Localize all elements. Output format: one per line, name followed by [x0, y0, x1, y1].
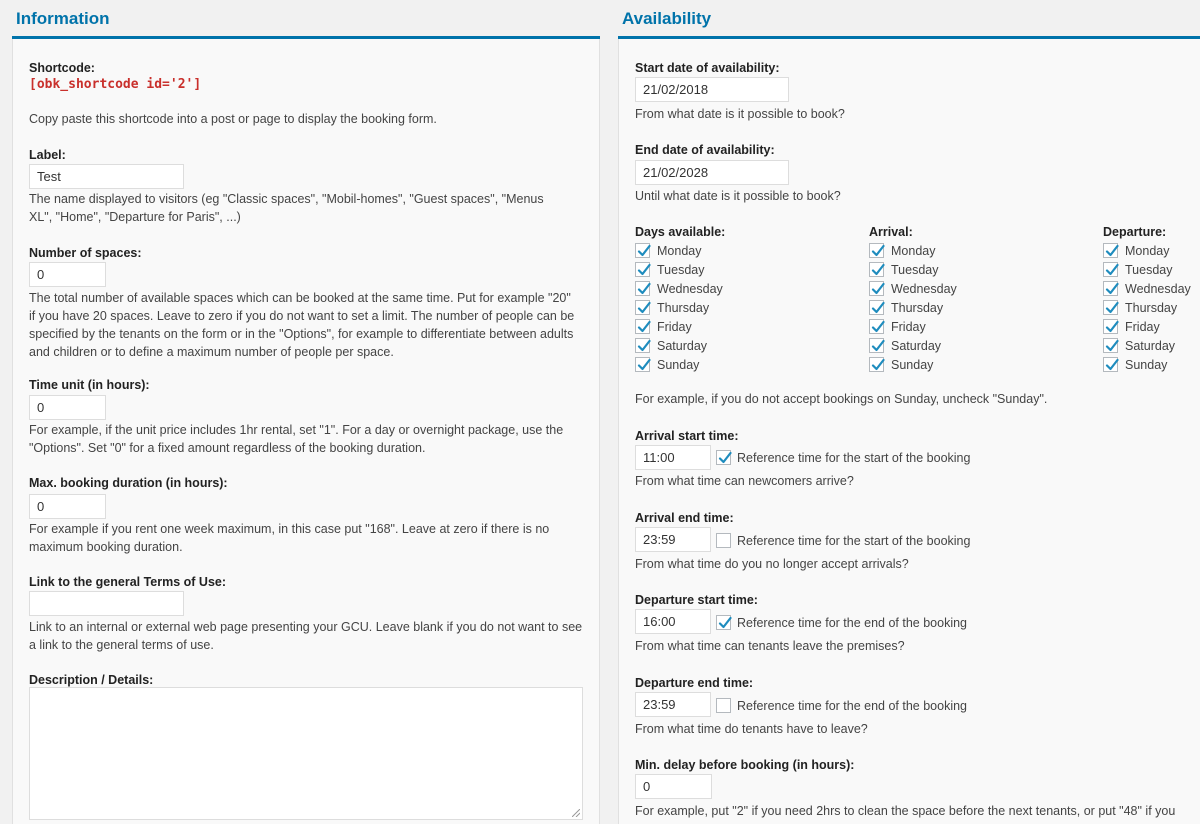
departure-end-input[interactable]: 23:59	[635, 692, 711, 717]
arrival-end-label: Arrival end time:	[635, 511, 734, 525]
arrival-end-ref-text: Reference time for the start of the booking	[737, 534, 971, 548]
checkmark-icon	[1105, 339, 1119, 353]
checkmark-icon	[718, 451, 732, 465]
arrival-days-label: Arrival:	[869, 225, 913, 239]
checkmark-icon	[637, 339, 651, 353]
terms-input[interactable]	[29, 591, 184, 616]
shortcode-value: [obk_shortcode id='2']	[29, 77, 202, 92]
checkmark-icon	[1105, 301, 1119, 315]
days-wednesday-checkbox[interactable]	[635, 281, 650, 296]
departure-end-help: From what time do tenants have to leave?	[635, 722, 868, 736]
time-unit-label: Time unit (in hours):	[29, 378, 150, 392]
days-wednesday-label: Wednesday	[657, 282, 723, 296]
shortcode-label: Shortcode:	[29, 61, 95, 75]
information-title: Information	[16, 9, 110, 28]
availability-title: Availability	[622, 9, 712, 28]
departure-start-help: From what time can tenants leave the premises?	[635, 639, 905, 653]
departure-thursday-label: Thursday	[1125, 301, 1178, 315]
checkmark-icon	[1105, 320, 1119, 334]
departure-days-label: Departure:	[1103, 225, 1167, 239]
spaces-label: Number of spaces:	[29, 246, 142, 260]
checkmark-icon	[637, 358, 651, 372]
days-thursday-checkbox[interactable]	[635, 300, 650, 315]
checkmark-icon	[871, 339, 885, 353]
end-date-input[interactable]: 21/02/2028	[635, 160, 789, 185]
days-tuesday-checkbox[interactable]	[635, 262, 650, 277]
arrival-friday-checkbox[interactable]	[869, 319, 884, 334]
start-date-input[interactable]: 21/02/2018	[635, 77, 789, 102]
spaces-input[interactable]: 0	[29, 262, 106, 287]
arrival-thursday-label: Thursday	[891, 301, 944, 315]
arrival-friday-label: Friday	[891, 320, 926, 334]
arrival-sunday-label: Sunday	[891, 358, 934, 372]
arrival-end-input[interactable]: 23:59	[635, 527, 711, 552]
checkmark-icon	[637, 301, 651, 315]
days-friday-label: Friday	[657, 320, 692, 334]
arrival-start-ref-text: Reference time for the start of the booking	[737, 451, 971, 465]
checkmark-icon	[871, 301, 885, 315]
description-label: Description / Details:	[29, 673, 154, 687]
label-input[interactable]: Test	[29, 164, 184, 189]
departure-friday-checkbox[interactable]	[1103, 319, 1118, 334]
days-saturday-checkbox[interactable]	[635, 338, 650, 353]
checkmark-icon	[871, 282, 885, 296]
max-duration-help: For example if you rent one week maximum, in this case put "168". Leave at zero if there is no maximum booking duration.	[29, 522, 550, 554]
days-monday-checkbox[interactable]	[635, 243, 650, 258]
terms-label: Link to the general Terms of Use:	[29, 575, 227, 589]
days-thursday-label: Thursday	[657, 301, 710, 315]
arrival-start-input[interactable]: 11:00	[635, 445, 711, 470]
departure-start-ref-text: Reference time for the end of the booking	[737, 616, 968, 630]
days-help: For example, if you do not accept bookings on Sunday, uncheck "Sunday".	[635, 392, 1048, 406]
max-duration-input[interactable]: 0	[29, 494, 106, 519]
departure-monday-label: Monday	[1125, 244, 1170, 258]
checkmark-icon	[637, 244, 651, 258]
departure-monday-checkbox[interactable]	[1103, 243, 1118, 258]
arrival-monday-checkbox[interactable]	[869, 243, 884, 258]
arrival-thursday-checkbox[interactable]	[869, 300, 884, 315]
spaces-help: The total number of available spaces which can be booked at the same time. Put for example "20" if you have 20 spaces. Leave to zero if you do not want to set a limit. The number of people can be specified by the tenants on the form or in the "Options", for example to differentiate between adults and children or to define a maximum number of people per space.	[29, 291, 575, 359]
min-delay-label: Min. delay before booking (in hours):	[635, 758, 855, 772]
shortcode-help: Copy paste this shortcode into a post or page to display the booking form.	[29, 112, 437, 126]
checkmark-icon	[1105, 358, 1119, 372]
departure-thursday-checkbox[interactable]	[1103, 300, 1118, 315]
label-field-label: Label:	[29, 148, 66, 162]
days-saturday-label: Saturday	[657, 339, 708, 353]
time-unit-help: For example, if the unit price includes 1hr rental, set "1". For a day or overnight package, use the "Options". Set "0" for a fixed amount regardless of the booking duration.	[29, 423, 564, 455]
checkmark-icon	[637, 320, 651, 334]
end-date-help: Until what date is it possible to book?	[635, 189, 841, 203]
label-help: The name displayed to visitors (eg "Classic spaces", "Mobil-homes", "Guest spaces", "Menus XL", "Home", "Departure for Paris", ...)	[29, 192, 544, 224]
departure-start-label: Departure start time:	[635, 593, 758, 607]
arrival-start-help: From what time can newcomers arrive?	[635, 474, 854, 488]
resize-handle-icon[interactable]	[572, 809, 580, 817]
checkmark-icon	[871, 263, 885, 277]
start-date-label: Start date of availability:	[635, 61, 780, 75]
max-duration-label: Max. booking duration (in hours):	[29, 476, 228, 490]
description-textarea[interactable]	[29, 687, 583, 820]
checkmark-icon	[637, 263, 651, 277]
departure-wednesday-label: Wednesday	[1125, 282, 1191, 296]
days-sunday-label: Sunday	[657, 358, 700, 372]
departure-end-ref-text: Reference time for the end of the booking	[737, 699, 968, 713]
checkmark-icon	[871, 320, 885, 334]
arrival-tuesday-label: Tuesday	[891, 263, 939, 277]
departure-saturday-checkbox[interactable]	[1103, 338, 1118, 353]
start-date-help: From what date is it possible to book?	[635, 107, 845, 121]
checkmark-icon	[871, 244, 885, 258]
arrival-wednesday-checkbox[interactable]	[869, 281, 884, 296]
departure-tuesday-label: Tuesday	[1125, 263, 1173, 277]
arrival-start-label: Arrival start time:	[635, 429, 739, 443]
departure-start-input[interactable]: 16:00	[635, 609, 711, 634]
checkmark-icon	[871, 358, 885, 372]
departure-end-ref-checkbox[interactable]	[716, 698, 731, 713]
arrival-monday-label: Monday	[891, 244, 936, 258]
days-monday-label: Monday	[657, 244, 702, 258]
arrival-tuesday-checkbox[interactable]	[869, 262, 884, 277]
min-delay-help: For example, put "2" if you need 2hrs to clean the space before the next tenants, or put "48" if you	[635, 804, 1176, 818]
checkmark-icon	[718, 616, 732, 630]
checkmark-icon	[1105, 244, 1119, 258]
days-sunday-checkbox[interactable]	[635, 357, 650, 372]
arrival-saturday-label: Saturday	[891, 339, 942, 353]
min-delay-input[interactable]: 0	[635, 774, 712, 799]
arrival-end-ref-checkbox[interactable]	[716, 533, 731, 548]
terms-help: Link to an internal or external web page presenting your GCU. Leave blank if you do not want to see a link to the general terms of use.	[29, 620, 583, 652]
days-tuesday-label: Tuesday	[657, 263, 705, 277]
checkmark-icon	[637, 282, 651, 296]
departure-end-label: Departure end time:	[635, 676, 754, 690]
departure-sunday-label: Sunday	[1125, 358, 1168, 372]
arrival-wednesday-label: Wednesday	[891, 282, 957, 296]
departure-start-ref-checkbox[interactable]	[716, 615, 731, 630]
departure-sunday-checkbox[interactable]	[1103, 357, 1118, 372]
days-available-label: Days available:	[635, 225, 726, 239]
departure-tuesday-checkbox[interactable]	[1103, 262, 1118, 277]
days-friday-checkbox[interactable]	[635, 319, 650, 334]
arrival-saturday-checkbox[interactable]	[869, 338, 884, 353]
arrival-end-help: From what time do you no longer accept arrivals?	[635, 557, 909, 571]
checkmark-icon	[1105, 263, 1119, 277]
end-date-label: End date of availability:	[635, 143, 775, 157]
arrival-start-ref-checkbox[interactable]	[716, 450, 731, 465]
arrival-sunday-checkbox[interactable]	[869, 357, 884, 372]
time-unit-input[interactable]: 0	[29, 395, 106, 420]
departure-wednesday-checkbox[interactable]	[1103, 281, 1118, 296]
checkmark-icon	[1105, 282, 1119, 296]
departure-saturday-label: Saturday	[1125, 339, 1176, 353]
departure-friday-label: Friday	[1125, 320, 1160, 334]
